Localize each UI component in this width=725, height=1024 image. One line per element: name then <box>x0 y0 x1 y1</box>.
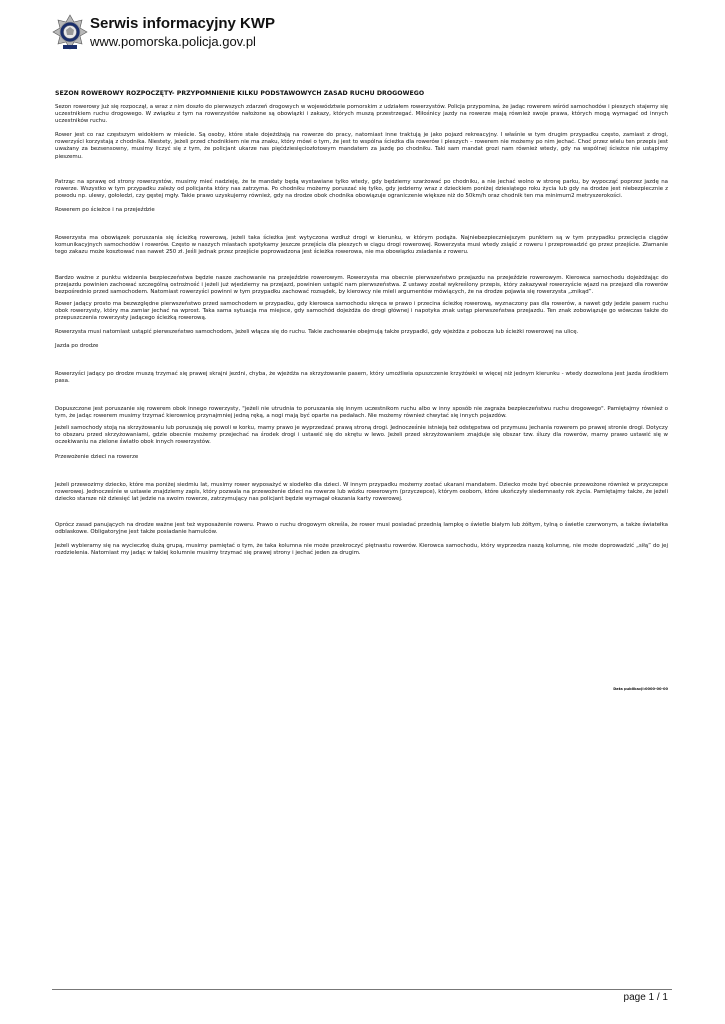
article-paragraph: Bardzo ważne z punktu widzenia bezpieczeństwa będzie nasze zachowanie na przejeździe rowerowym. Rowerzysta ma obecnie pierwszeństwo przejazdu na przejeździe rowerowym. Kierowca samochodu dojeżdżając do przejazdu powinien zachować szczególną ostrożność i jeżeli już wjedziemy na przejazd, powinien ustąpić nam pierwszeństwa. Z ustawy został wykreślony przepis, który zakazywał rowerzyście wjazd na przejazd dla rowerów bezpośrednio przed samochodem. Natomiast rowerzyści powinni w tym przypadku zachować rozsądek, by kierowcy nie mieli argumentów mówiących, że na drodze pojawia się rowerzysta „znikąd”. <box>55 275 668 296</box>
article-paragraph: Jeżeli przewozimy dziecko, które ma poniżej siedmiu lat, musimy rower wyposażyć w siodełko dla dzieci. W innym przypadku możemy zostać ukarani mandatem. Dziecko może być obecnie przewożone również w przyczepce rowerowej. Jednocześnie w ustawie znajdziemy zapis, który pozwala na przewożenie dzieci na rowerze lub wózku rowerowym (przyczepce), którym osobom, które ukończyły siedemnasty rok życia. Pamiętajmy także, że jeżeli dziecko starsze niż dziesięć lat jedzie na swoim rowerze, zatrzymujący nas policjant będzie wymagał okazania karty rowerowej. <box>55 481 668 502</box>
section-heading-sciezka: Rowerem po ścieżce i na przejeździe <box>55 206 155 213</box>
article-paragraph: Patrząc na sprawę od strony rowerzystów, musimy mieć nadzieję, że te mandaty będą wystawiane tylko wtedy, gdy będziemy szarżować po chodniku, a nie jechać wolno w stronę parku, by wypocząć poprzez jazdę na rowerze. Wszystko w tym przypadku zależy od policjanta który nas zatrzyma. Po chodniku możemy poruszać się tylko, gdy jedziemy wraz z dzieckiem poniżej dziesiątego roku życia lub gdy na drodze jest niebezpiecznie z powodu np. ulewy, gołoledzi, czy gęstej mgły. Takie prawo uzyskujemy również, gdy na drodze obok chodnika obowiązuje ograniczenie większe niż do 50km/h oraz chodnik ten ma minimum2 metryszerokości. <box>55 178 668 199</box>
article-paragraph: Jeżeli wybieramy się na wycieczkę dużą grupą, musimy pamiętać o tym, że taka kolumna nie może przekroczyć piętnastu rowerów. Kierowca samochodu, który wyprzedza naszą kolumnę, nie może doprowadzić „siłą” do jej rozdzielenia. Natomiast my jadąc w takiej kolumnie musimy trzymać się prawej strony i jechać jeden za drugim. <box>55 543 668 557</box>
article <box>55 90 668 557</box>
site-header <box>52 14 672 56</box>
article-title: SEZON ROWEROWY ROZPOCZĘTY- PRZYPOMNIENIE KILKU PODSTAWOWYCH ZASAD RUCHU DROGOWEGO <box>55 90 425 97</box>
publication-date: Data publikacji:0000-00-00 <box>613 687 668 691</box>
footer-divider <box>52 989 672 990</box>
article-paragraph: Rowerzyści jadący po drodze muszą trzymać się prawej skrajni jezdni, chyba, że wjeżdża na skrzyżowanie pasem, który umożliwia opuszczenie krzyżówki w więcej niż jednym kierunku - wtedy dozwolona jest jazda środkiem pasa. <box>55 370 668 384</box>
article-paragraph: Rowerzysta ma obowiązek poruszania się ścieżką rowerową, jeżeli taka ścieżka jest wytyczona wzdłuż drogi w kierunku, w którym podąża. Najniebezpieczniejszym punktem są w tym przypadku przecięcia ciągów komunikacyjnych samochodów i rowerów. Często w naszych miastach spotykamy jeszcze przejścia dla pieszych w ciągu drogi rowerowej. Rowerzysta musi wtedy zsiąść z roweru i przeprowadzić go przez przejście. Złamanie tego zakazu może kosztować nas nawet 250 zł. Jeśli jednak przez przejście poprowadzona jest ścieżka rowerowa, nie ma obowiązku zsiadania z roweru. <box>55 234 668 256</box>
site-title: Serwis informacyjny KWP <box>90 15 276 32</box>
article-paragraph: Rower jadący prosto ma bezwzględne pierwszeństwo przed samochodem w przypadku, gdy kierowca samochodu skręca w prawo i przecina ścieżkę rowerową, wyznaczony pas dla rowerów, a nawet gdy jedzie pasem ruchu obok rowerzysty, który ma zamiar jechać na wprost. Taka sama sytuacja ma miejsce, gdy samochód dojeżdża do drogi głównej i napotyka znak ustąp pierwszeństwa przejazdu. Ten znak zobowiązuje go wówczas także do przepuszczenia rowerzysty jadącego ścieżką rowerową. <box>55 300 668 321</box>
article-paragraph: Dopuszczone jest poruszanie się rowerem obok innego rowerzysty, "jeżeli nie utrudnia to poruszania się innym uczestnikom ruchu albo w inny sposób nie zagraża bezpieczeństwu ruchu drogowego". Pamiętajmy również o tym, że jadąc rowerem musimy trzymać kierownicę przynajmniej jedną ręką, a nogi mają być oparte na pedałach. Nie możemy również chwytać się innych pojazdów. <box>55 406 668 420</box>
article-paragraph: Oprócz zasad panujących na drodze ważne jest też wyposażenie roweru. Prawo o ruchu drogowym określa, że rower musi posiadać przednią lampkę o świetle białym lub żółtym, tylną o świetle czerwonym, a także światełka odblaskowe. Obligatoryjne jest także posiadanie hamulców. <box>55 521 668 535</box>
article-paragraph: Jeżeli samochody stoją na skrzyżowaniu lub poruszają się powoli w korku, mamy prawo je wyprzedzać prawą stroną drogi. Jednocześnie istnieją też odstępstwa od przymusu jechania rowerem po prawej stronie drogi. Dotyczy to obszaru przed skrzyżowaniami, gdzie obecnie możemy przejechać na środek drogi i ustawić się do skrętu w lewo. Jeżeli przed skrzyżowaniem znajduje się obszar tzw. śluzy dla rowerów, mamy prawo ustawić się w oczekiwaniu na zielone światło obok innych rowerzystów. <box>55 425 668 446</box>
page-number: page 1 / 1 <box>623 992 668 1003</box>
police-star-badge-icon <box>52 14 88 54</box>
article-paragraph: Rowerzysta musi natomiast ustąpić pierwszeństwo samochodom, jeżeli włącza się do ruchu. Takie zachowanie obejmują także przypadki, gdy wjeżdża z pobocza lub ścieżki rowerowej na ulicę. <box>55 328 579 335</box>
article-paragraph: Sezon rowerowy już się rozpoczął, a wraz z nim doszło do pierwszych zdarzeń drogowych w województwie pomorskim z udziałem rowerzystów. Policja przypomina, że jadąc rowerem wśród samochodów i pieszych stajemy się uczestnikiem ruchu drogowego. W związku z tym na rowerzystów nałożone są obowiązki i zakazy, których muszą przestrzegać. Miłośnicy jazdy na rowerze mają również swoje prawa, których mogą wymagać od innych uczestników ruchu. <box>55 104 668 125</box>
article-paragraph: Rower jest co raz częstszym widokiem w mieście. Są osoby, które stale dojeżdżają na rowerze do pracy, natomiast inne traktują je jako pojazd rekreacyjny. I właśnie w tym drugim przypadku często, zamiast z drogi, rowerzyści korzystają z chodnika. Niestety, jeżeli przed chodnikiem nie ma znaku, który mówi o tym, że jest to wspólna ścieżka dla rowerów i pieszych – rowerem nie możemy po nim jechać. Choć przez wielu ten przepis jest uważany za bezsensowny, musimy liczyć się z tym, że policjant ukarze nas pięćdziesięciozłotowym mandatem za jazdę po chodniku. Taki sam mandat grozi nam również wtedy, gdy na wspólnej ścieżce nie ustąpimy pieszemu. <box>55 132 668 160</box>
section-heading-dzieci: Przewożenie dzieci na rowerze <box>55 453 139 460</box>
section-heading-jazda: Jazda po drodze <box>55 342 99 349</box>
site-url[interactable]: www.pomorska.policja.gov.pl <box>90 34 256 49</box>
